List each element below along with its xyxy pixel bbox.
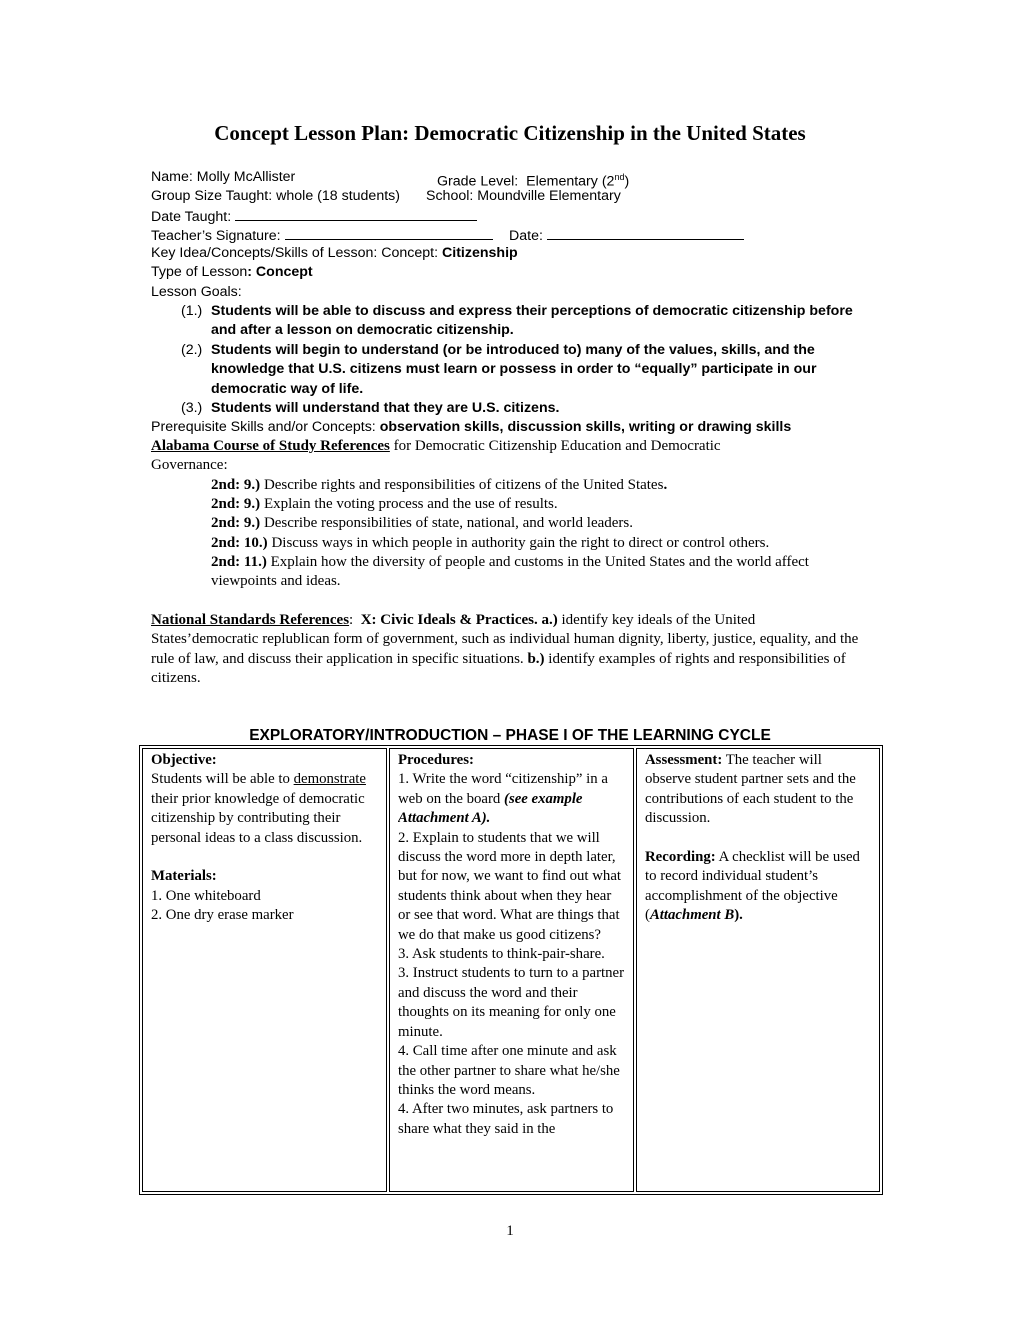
national-b-label: b.) bbox=[527, 650, 545, 667]
grade-value: Elementary (2 bbox=[526, 173, 615, 190]
national-standards bbox=[151, 611, 861, 689]
prereq-line bbox=[151, 418, 791, 437]
goal-text: Students will be able to discuss and express their perceptions of democratic citizenship before and after a lesson on democratic citizenship. bbox=[211, 303, 853, 339]
goal-number: (3.) bbox=[181, 400, 203, 416]
prereq-label: Prerequisite Skills and/or Concepts: bbox=[151, 419, 376, 435]
objective-label: Objective: bbox=[151, 752, 217, 768]
national-text-b: identify examples of rights and responsibilities of citizens. bbox=[151, 650, 846, 687]
objective-cell bbox=[142, 748, 387, 1192]
reference-code: 2nd: 9.) bbox=[211, 496, 261, 512]
school-line bbox=[426, 187, 621, 206]
reference-item bbox=[211, 534, 871, 553]
procedures-cell bbox=[389, 748, 634, 1192]
reference-item bbox=[211, 495, 871, 514]
materials-item: 2. One dry erase marker bbox=[151, 907, 294, 924]
goal-text: Students will begin to understand (or be introduced to) many of the values, skills, and the knowledge that U.S. citizens must learn or possess in order to “equally” participate in our democratic way of life. bbox=[211, 342, 817, 397]
school-value: Moundville Elementary bbox=[477, 188, 621, 204]
reference-end: . bbox=[663, 477, 668, 493]
procedure-item: 2. Explain to students that we will discuss the word more in depth later, but for now, we want to find out what students think about when they hear or see that word. What are things that we do that make us good citizens? bbox=[398, 829, 622, 943]
goal-item bbox=[181, 399, 861, 418]
reference-item bbox=[211, 514, 871, 533]
materials-item: 1. One whiteboard bbox=[151, 887, 261, 904]
alabama-rest: for Democratic Citizenship Education and Democratic bbox=[393, 438, 721, 454]
assessment-label: Assessment: bbox=[645, 752, 723, 768]
alabama-line bbox=[151, 437, 721, 456]
group-label: Group Size Taught: bbox=[151, 188, 273, 204]
signature-label: Teacher’s Signature: bbox=[151, 228, 281, 244]
goal-text: Students will understand that they are U.S. citizens. bbox=[211, 400, 560, 416]
name-line bbox=[151, 168, 295, 187]
date-taught-blank[interactable] bbox=[235, 206, 477, 221]
objective-text bbox=[151, 770, 378, 848]
recording-label: Recording: bbox=[645, 849, 716, 866]
page-number: 1 bbox=[506, 1223, 514, 1239]
recording-body: A checklist will be used to record individual student’s accomplishment of the objective ( bbox=[645, 849, 860, 924]
reference-code: 2nd: 9.) bbox=[211, 477, 261, 493]
signature-blank[interactable] bbox=[285, 225, 493, 240]
goal-item bbox=[181, 302, 861, 341]
objective-link: demonstrate bbox=[293, 771, 366, 788]
reference-text: Discuss ways in which people in authority gain the right to direct or control others. bbox=[271, 535, 770, 551]
date-taught-label: Date Taught: bbox=[151, 209, 232, 225]
recording-end: ). bbox=[734, 907, 743, 924]
procedure-item: 4. After two minutes, ask partners to share what they said in the bbox=[398, 1101, 614, 1137]
date-line bbox=[509, 225, 744, 246]
date-taught-line bbox=[151, 206, 477, 227]
assessment-cell bbox=[636, 748, 880, 1192]
goal-number: (1.) bbox=[181, 303, 203, 319]
prereq-value: observation skills, discussion skills, writing or drawing skills bbox=[379, 419, 792, 435]
reference-code: 2nd: 10.) bbox=[211, 535, 268, 551]
learning-cycle-table bbox=[139, 745, 883, 1195]
national-link[interactable]: National Standards References bbox=[151, 612, 350, 628]
phase-title: EXPLORATORY/INTRODUCTION – PHASE I OF THE LEARNING CYCLE bbox=[249, 727, 771, 744]
type-line bbox=[151, 263, 313, 282]
grade-close: ) bbox=[624, 173, 630, 190]
objective-pre: Students will be able to bbox=[151, 771, 290, 788]
reference-text: Describe rights and responsibilities of citizens of the United States bbox=[263, 477, 664, 493]
materials-label: Materials: bbox=[151, 868, 217, 885]
grade-label: Grade Level: bbox=[437, 173, 519, 190]
assessment-text bbox=[645, 751, 871, 829]
procedure-item bbox=[398, 770, 625, 828]
reference-item bbox=[211, 476, 871, 495]
reference-text: Describe responsibilities of state, national, and world leaders. bbox=[263, 515, 633, 531]
procedure-text: 1. Write the word “citizenship” in a web on the board bbox=[398, 771, 608, 807]
signature-line bbox=[151, 225, 493, 246]
reference-text: Explain the voting process and the use of results. bbox=[263, 496, 558, 512]
procedure-emphasis: (see example Attachment A). bbox=[398, 790, 583, 827]
grade-sup: nd bbox=[614, 172, 625, 182]
reference-text: Explain how the diversity of people and customs in the United States and the world affect viewpoints and ideas. bbox=[211, 554, 809, 590]
recording-emphasis: Attachment B bbox=[649, 907, 735, 924]
date-blank[interactable] bbox=[547, 225, 744, 240]
procedures-label: Procedures: bbox=[398, 752, 474, 768]
goal-item bbox=[181, 341, 861, 399]
type-value: : Concept bbox=[247, 264, 313, 280]
page-title: Concept Lesson Plan: Democratic Citizenship in the United States bbox=[214, 121, 806, 145]
name-value: Molly McAllister bbox=[196, 169, 296, 185]
key-idea-line bbox=[151, 244, 518, 263]
key-idea-label: Key Idea/Concepts/Skills of Lesson: Concept: bbox=[151, 245, 439, 261]
group-line bbox=[151, 187, 400, 206]
goals-label: Lesson Goals: bbox=[151, 284, 242, 300]
reference-item bbox=[211, 553, 851, 592]
national-heading: X: Civic Ideals & Practices. a.) bbox=[360, 612, 558, 628]
school-label: School: bbox=[426, 188, 474, 204]
goal-number: (2.) bbox=[181, 342, 203, 358]
alabama-link[interactable]: Alabama Course of Study References bbox=[151, 438, 390, 454]
national-colon: : bbox=[349, 612, 354, 628]
reference-code: 2nd: 9.) bbox=[211, 515, 261, 531]
recording-text bbox=[645, 848, 871, 926]
procedure-item: 3. Ask students to think-pair-share. bbox=[398, 946, 605, 963]
procedure-item: 3. Instruct students to turn to a partner and discuss the word and their thoughts on its meaning for only one minute. bbox=[398, 965, 625, 1040]
alabama-cont: Governance: bbox=[151, 457, 228, 473]
procedure-item: 4. Call time after one minute and ask the other partner to share what he/she thinks the word means. bbox=[398, 1043, 620, 1098]
assessment-body: The teacher will observe student partner sets and the contributions of each student to the discussion. bbox=[645, 752, 856, 827]
objective-post: their prior knowledge of democratic citizenship by contributing their personal ideas to a class discussion. bbox=[151, 790, 365, 846]
national-text-a: identify key ideals of the United States’democratic replublican form of government, such as individual human dignity, liberty, justice, equality, and the rule of law, and discuss their application in specific situations. bbox=[151, 612, 859, 667]
date-label: Date: bbox=[509, 228, 543, 244]
reference-code: 2nd: 11.) bbox=[211, 554, 267, 570]
key-idea-value: Citizenship bbox=[442, 245, 518, 261]
group-value: whole (18 students) bbox=[276, 188, 400, 204]
type-label: Type of Lesson bbox=[151, 264, 248, 280]
name-label: Name: bbox=[151, 169, 193, 185]
